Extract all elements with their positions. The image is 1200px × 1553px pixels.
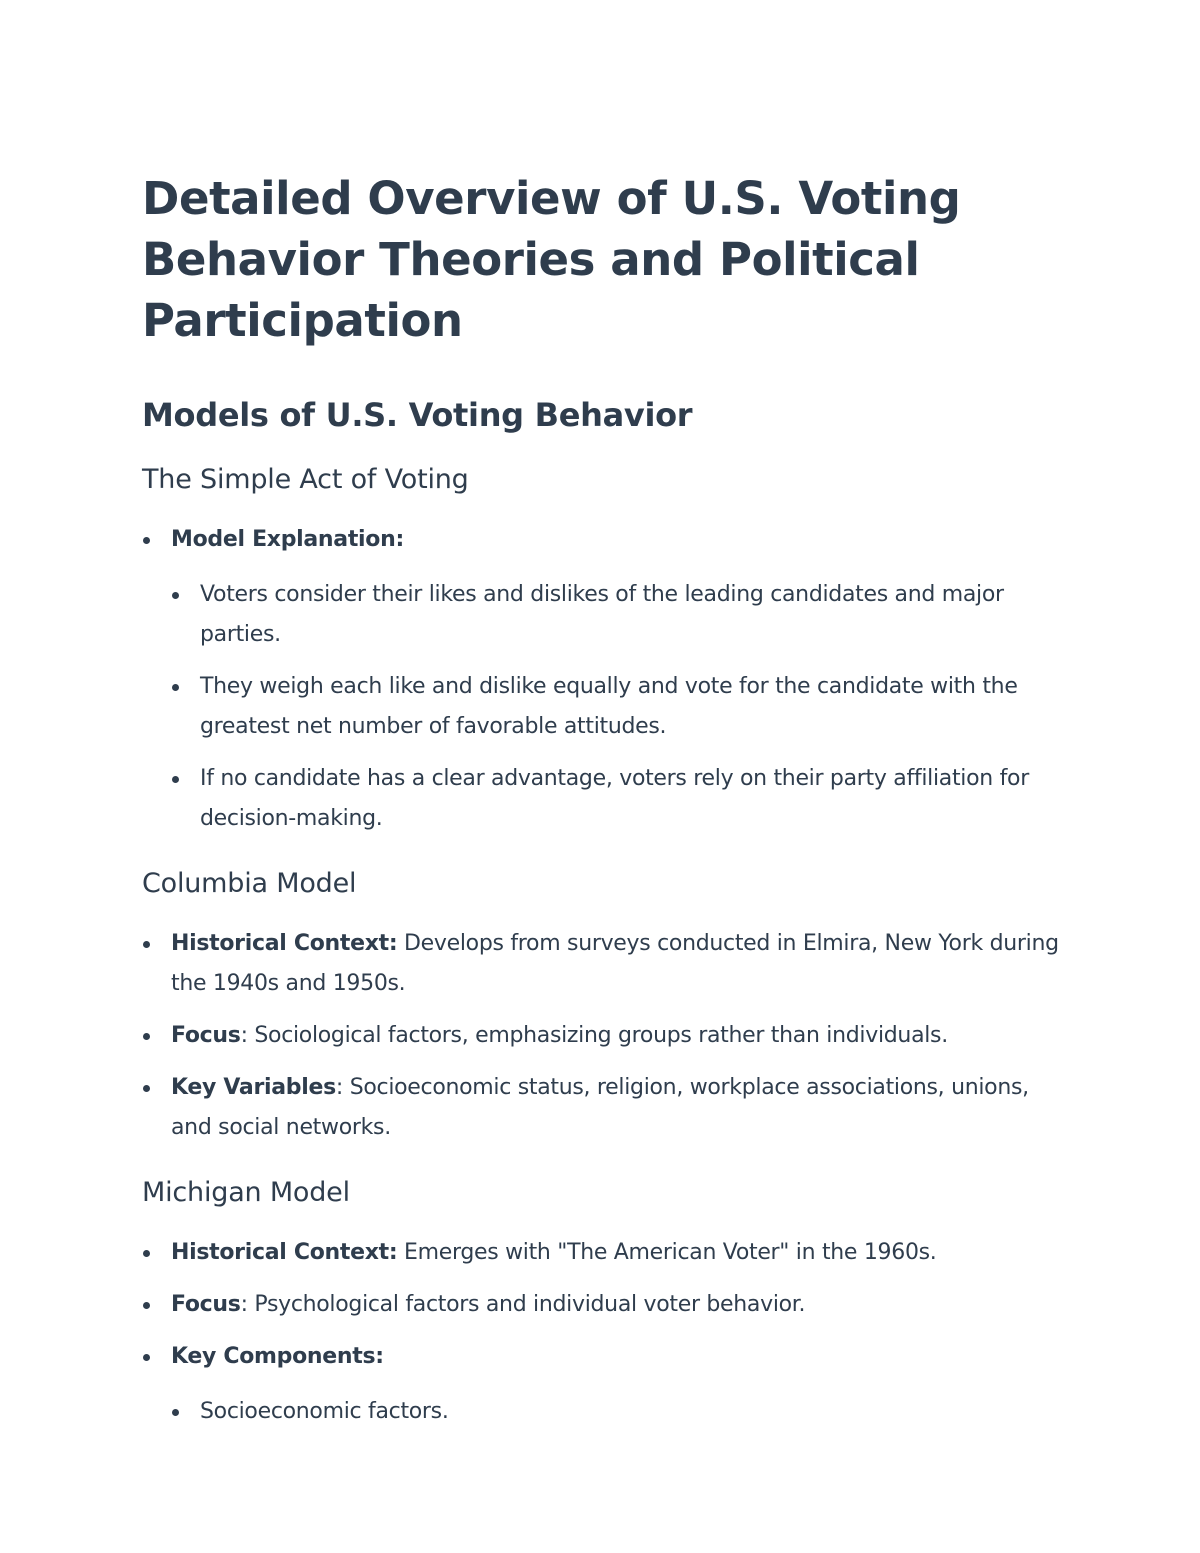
model-explanation-sublist [171, 575, 1060, 839]
item-text: : Sociological factors, emphasizing groups rather than individuals. [240, 1023, 948, 1048]
list-item [142, 1285, 1060, 1325]
bullet-icon [172, 776, 179, 783]
list-item [171, 1392, 1060, 1432]
item-text: They weigh each like and dislike equally and vote for the candidate with the greatest net number of favorable attitudes. [200, 674, 1018, 739]
bullet-icon [172, 1409, 179, 1416]
bullet-icon [143, 1302, 150, 1309]
item-text: : Psychological factors and individual voter behavior. [240, 1292, 806, 1317]
item-text: Socioeconomic factors. [200, 1399, 449, 1424]
item-text: Emerges with "The American Voter" in the 1960s. [397, 1240, 937, 1265]
michigan-heading: Michigan Model [142, 1177, 350, 1208]
document-title: Detailed Overview of U.S. Voting Behavior Theories and Political Participation [142, 172, 961, 347]
list-item [171, 759, 1060, 839]
bullet-icon [143, 1085, 150, 1092]
item-text: Develops from surveys conducted in Elmira, New York during the 1940s and 1950s. [171, 931, 1059, 996]
bullet-icon [172, 684, 179, 691]
item-text: Voters consider their likes and dislikes of the leading candidates and major parties. [200, 582, 1004, 647]
section-heading: Models of U.S. Voting Behavior [142, 396, 693, 434]
list-item [142, 1016, 1060, 1056]
bullet-icon [172, 592, 179, 599]
list-item [142, 1233, 1060, 1273]
item-label: Focus [171, 1023, 241, 1048]
list-item [142, 520, 1060, 839]
item-label: Key Variables [171, 1075, 336, 1100]
item-text: : Socioeconomic status, religion, workplace associations, unions, and social networks. [171, 1075, 1029, 1140]
item-label: Historical Context: [171, 931, 398, 956]
item-label: Key Components: [171, 1344, 384, 1369]
columbia-heading: Columbia Model [142, 868, 357, 899]
list-item [171, 575, 1060, 655]
bullet-icon [143, 941, 150, 948]
simple-act-heading: The Simple Act of Voting [142, 464, 469, 495]
bullet-icon [143, 1354, 150, 1361]
list-item [142, 1337, 1060, 1432]
columbia-list [142, 924, 1060, 1148]
list-item [142, 1068, 1060, 1148]
item-label: Historical Context: [171, 1240, 398, 1265]
item-label: Model Explanation: [171, 527, 404, 552]
simple-act-list [142, 520, 1060, 839]
key-components-sublist [171, 1392, 1060, 1432]
item-label: Focus [171, 1292, 241, 1317]
bullet-icon [143, 537, 150, 544]
list-item [142, 924, 1060, 1004]
bullet-icon [143, 1033, 150, 1040]
bullet-icon [143, 1250, 150, 1257]
list-item [171, 667, 1060, 747]
item-text: If no candidate has a clear advantage, voters rely on their party affiliation for decision-making. [200, 766, 1029, 831]
michigan-list [142, 1233, 1060, 1432]
